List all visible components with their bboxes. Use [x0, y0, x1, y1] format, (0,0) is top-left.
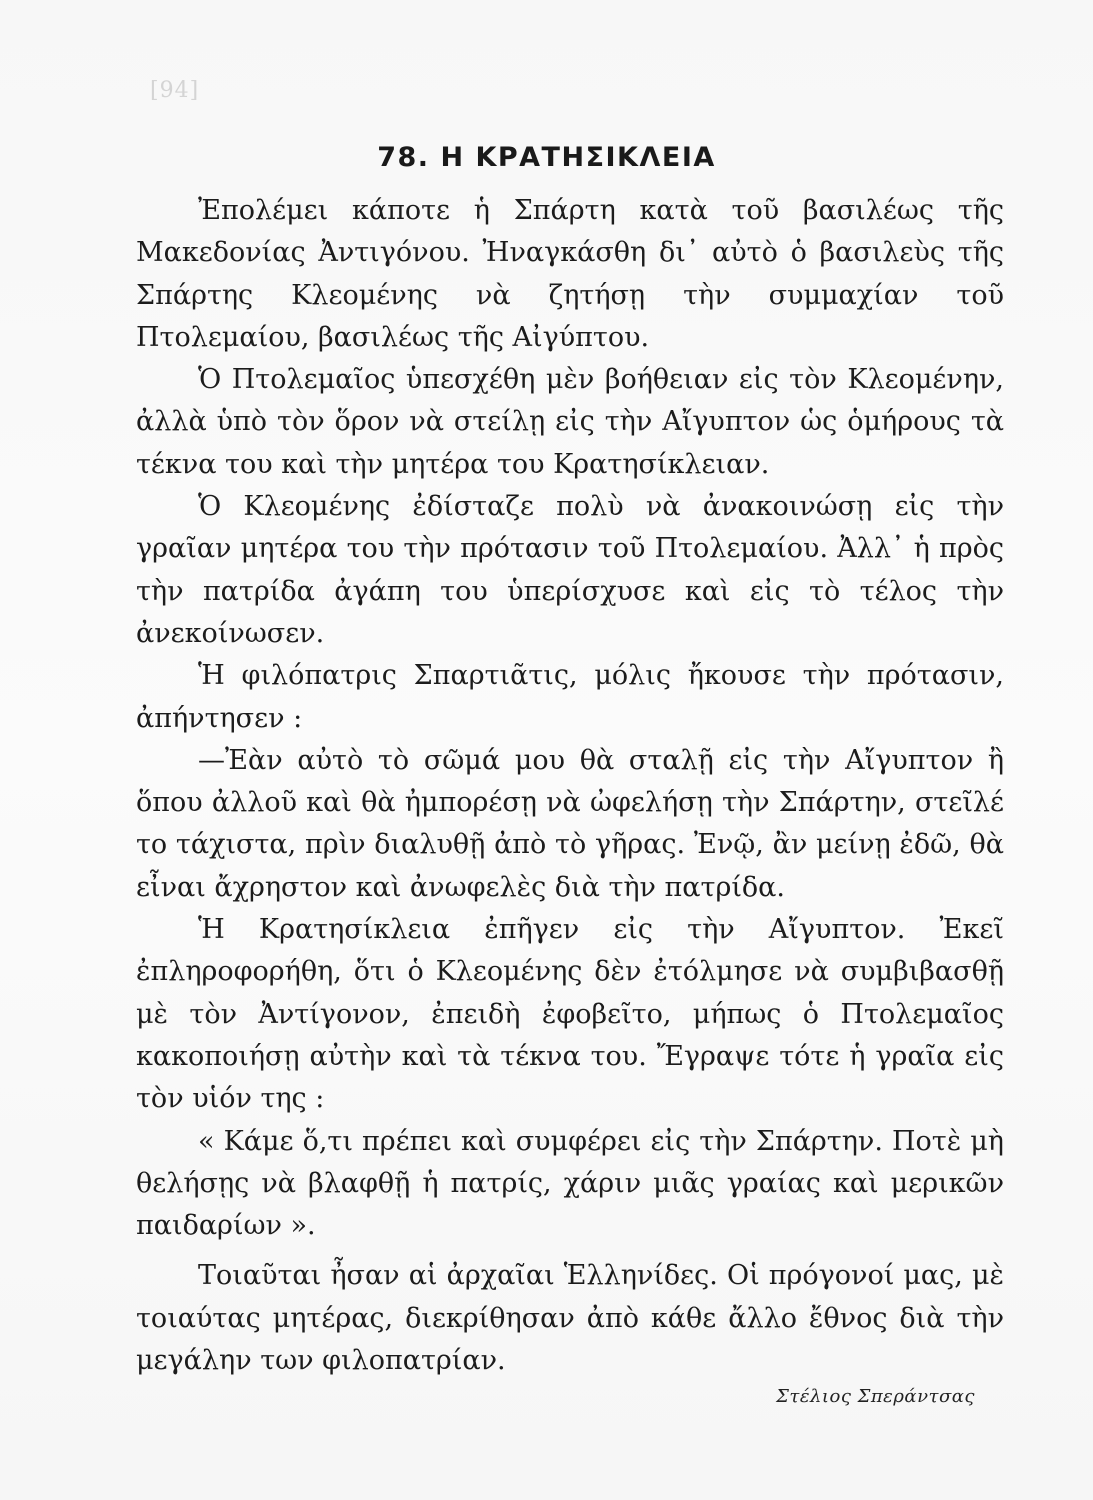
- paragraph-3: Ὁ Κλεομένης ἐδίσταζε πολὺ νὰ ἀνακοινώσῃ εἰς τὴν γραῖαν μητέρα του τὴν πρότασιν τοῦ Πτολεμαίου. Ἀλλ᾽ ἡ πρὸς τὴν πατρίδα ἀγάπη του ὑπερίσχυσε καὶ εἰς τὸ τέλος τὴν ἀνεκοίνωσεν.: [136, 491, 1004, 649]
- author-signature: Στέλιος Σπεράντσας: [776, 1386, 975, 1407]
- page-title: 78. Η ΚΡΑΤΗΣΙΚΛΕΙΑ: [377, 142, 716, 173]
- paragraph-6: Ἡ Κρατησίκλεια ἐπῆγεν εἰς τὴν Αἴγυπτον. Ἐκεῖ ἐπληροφορήθη, ὅτι ὁ Κλεομένης δὲν ἐτόλμησε νὰ συμβιβασθῇ μὲ τὸν Ἀντίγονον, ἐπειδὴ ἐφοβεῖτο, μήπως ὁ Πτολεμαῖος κακοποιήσῃ αὐτὴν καὶ τὰ τέκνα του. Ἔγραψε τότε ἡ γραῖα εἰς τὸν υἱόν της :: [136, 914, 1004, 1115]
- paragraph-8-conclusion: Τοιαῦται ἦσαν αἱ ἀρχαῖαι Ἑλληνίδες. Οἱ πρόγονοί μας, μὲ τοιαύτας μητέρας, διεκρίθησαν ἀπὸ κάθε ἄλλο ἔθνος διὰ τὴν μεγάλην των φιλοπατρίαν.: [136, 1260, 1004, 1377]
- story-body: [136, 190, 1004, 1382]
- paragraph-7-letter: « Κάμε ὅ,τι πρέπει καὶ συμφέρει εἰς τὴν Σπάρτην. Ποτὲ μὴ θελήσῃς νὰ βλαφθῇ ἡ πατρίς, χάριν μιᾶς γραίας καὶ μερικῶν παιδαρίων ».: [136, 1125, 1004, 1242]
- page-number: [94]: [150, 78, 200, 103]
- paragraph-2: Ὁ Πτολεμαῖος ὑπεσχέθη μὲν βοήθειαν εἰς τὸν Κλεομένην, ἀλλὰ ὑπὸ τὸν ὅρον νὰ στείλῃ εἰς τὴν Αἴγυπτον ὡς ὁμήρους τὰ τέκνα του καὶ τὴν μητέρα του Κρατησίκλειαν.: [136, 364, 1004, 480]
- paragraph-5-quote: —Ἐὰν αὐτὸ τὸ σῶμά μου θὰ σταλῇ εἰς τὴν Αἴγυπτον ἢ ὅπου ἀλλοῦ καὶ θὰ ἠμπορέσῃ νὰ ὠφελήσῃ τὴν Σπάρτην, στεῖλέ το τάχιστα, πρὶν διαλυθῇ ἀπὸ τὸ γῆρας. Ἐνῷ, ἂν μείνῃ ἐδῶ, θὰ εἶναι ἄχρηστον καὶ ἀνωφελὲς διὰ τὴν πατρίδα.: [136, 744, 1004, 903]
- paragraph-1: Ἐπολέμει κάποτε ἡ Σπάρτη κατὰ τοῦ βασιλέως τῆς Μακεδονίας Ἀντιγόνου. Ἠναγκάσθη δι᾽ αὐτὸ ὁ βασιλεὺς τῆς Σπάρτης Κλεομένης νὰ ζητήσῃ τὴν συμμαχίαν τοῦ Πτολεμαίου, βασιλέως τῆς Αἰγύπτου.: [136, 195, 1004, 353]
- paragraph-4: Ἡ φιλόπατρις Σπαρτιᾶτις, μόλις ἤκουσε τὴν πρότασιν, ἀπήντησεν :: [136, 660, 1004, 734]
